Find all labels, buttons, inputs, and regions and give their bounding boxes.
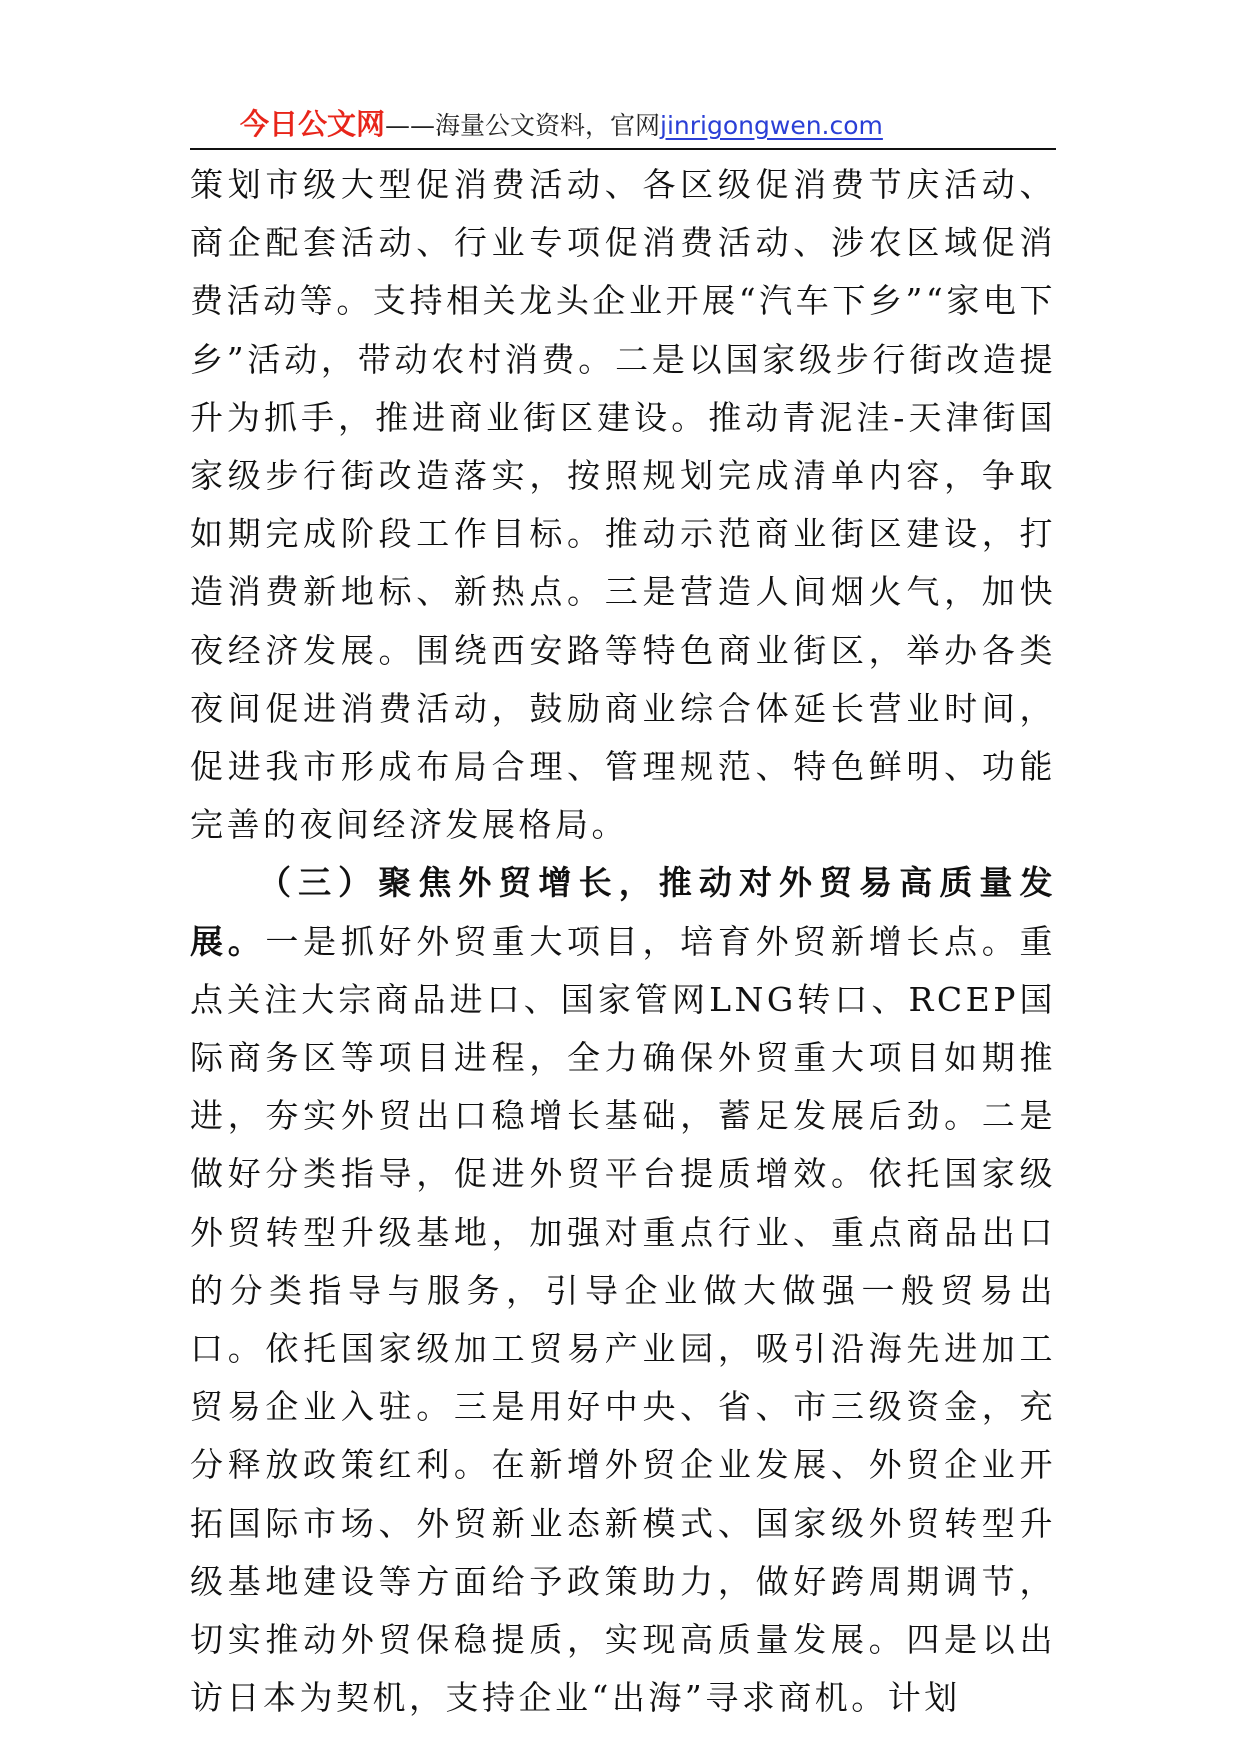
header-divider <box>190 148 1056 150</box>
document-body <box>190 156 1056 1727</box>
brand-name: 今日公文网 <box>240 107 386 141</box>
site-link[interactable]: jinrigongwen.com <box>660 111 883 140</box>
paragraph-text: 一是抓好外贸重大项目，培育外贸新增长点。重点关注大宗商品进口、国家管网LNG转口、RCEP国际商务区等项目进程，全力确保外贸重大项目如期推进，夯实外贸出口稳增长基础，蓄足发展后劲。二是做好分类指导，促进外贸平台提质增效。依托国家级外贸转型升级基地，加强对重点行业、重点商品出口的分类指导与服务，引导企业做大做强一般贸易出口。依托国家级加工贸易产业园，吸引沿海先进加工贸易企业入驻。三是用好中央、省、市三级资金，充分释放政策红利。在新增外贸企业发展、外贸企业开拓国际市场、外贸新业态新模式、国家级外贸转型升级基地建设等方面给予政策助力，做好跨周期调节，切实推动外贸保稳提质，实现高质量发展。四是以出访日本为契机，支持企业“出海”寻求商机。计划 <box>190 921 1057 1718</box>
paragraph-section-three <box>190 854 1056 1727</box>
paragraph-text: 策划市级大型促消费活动、各区级促消费节庆活动、商企配套活动、行业专项促消费活动、涉农区域促消费活动等。支持相关龙头企业开展“汽车下乡”“家电下乡”活动，带动农村消费。二是以国家级步行街改造提升为抓手，推进商业街区建设。推动青泥洼-天津街国家级步行街改造落实，按照规划完成清单内容，争取如期完成阶段工作目标。推动示范商业街区建设，打造消费新地标、新热点。三是营造人间烟火气，加快夜经济发展。围绕西安路等特色商业街区，举办各类夜间促进消费活动，鼓励商业综合体延长营业时间，促进我市形成布局合理、管理规范、特色鲜明、功能完善的夜间经济发展格局。 <box>190 165 1056 845</box>
page-header <box>240 104 920 144</box>
header-description: 海量公文资料，官网 <box>435 111 661 140</box>
paragraph-continuation <box>190 156 1056 854</box>
header-separator: —— <box>385 111 436 140</box>
section-heading: （三）聚焦外贸增长，推动对外贸易高质量发展。 <box>190 863 1056 961</box>
